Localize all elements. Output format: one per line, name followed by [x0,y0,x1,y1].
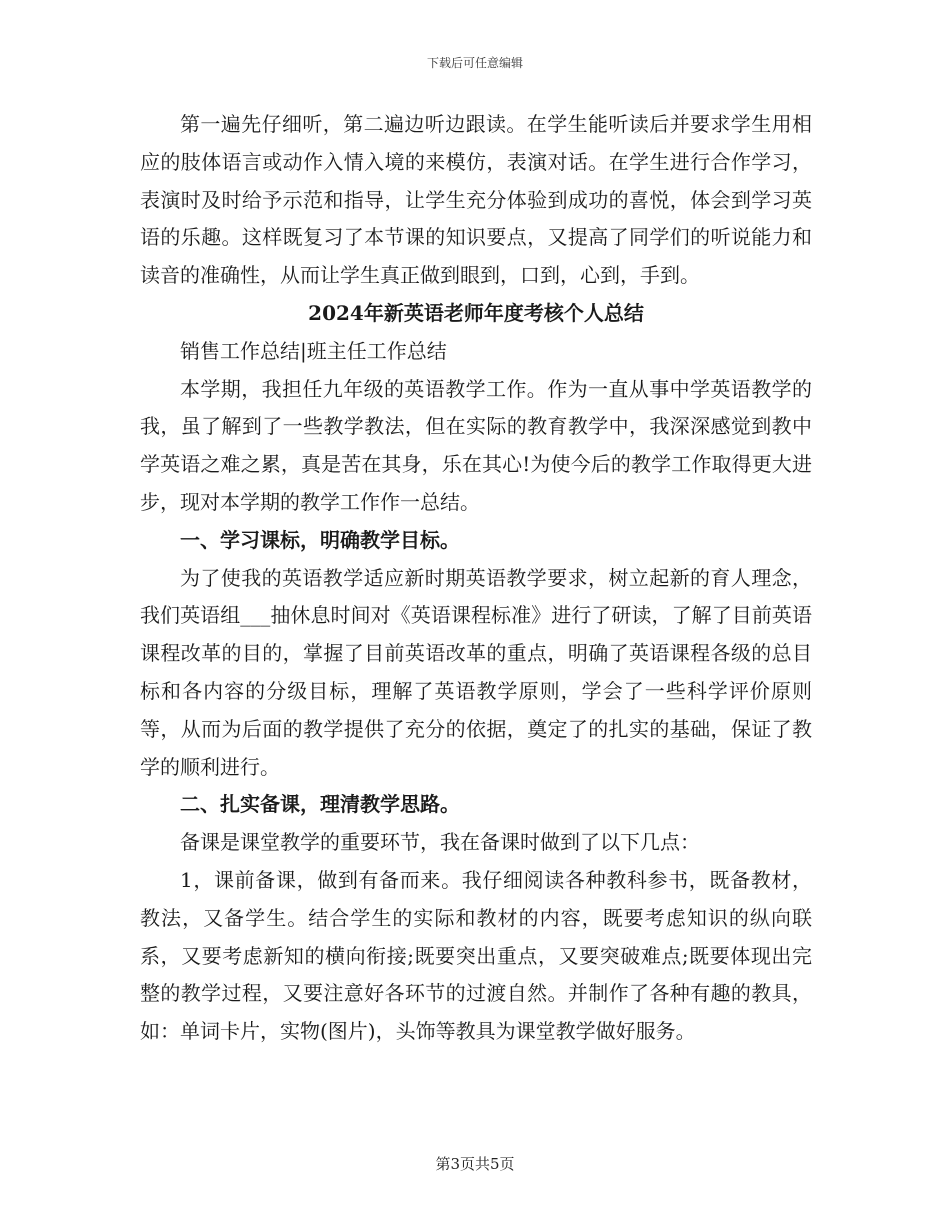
page-number: 第3页共5页 [435,1155,515,1173]
paragraph-listening-practice: 第一遍先仔细听，第二遍边听边跟读。在学生能听读后并要求学生用相应的肢体语言或动作入情入境的来模仿，表演对话。在学生进行合作学习，表演时及时给予示范和指导，让学生充分体验到成功的喜悦，体会到学习英语的乐趣。这样既复习了本节课的知识要点，又提高了同学们的听说能力和读音的准确性，从而让学生真正做到眼到，口到，心到，手到。 [140,112,812,288]
document-title: 2024年新英语老师年度考核个人总结 [308,300,644,325]
document-body [140,106,812,1051]
document-subtitle: 销售工作总结|班主任工作总结 [180,338,447,363]
paragraph-introduction: 本学期，我担任九年级的英语教学工作。作为一直从事中学英语教学的我，虽了解到了一些教学教法，但在实际的教育教学中，我深深感觉到教中学英语之难之累，真是苦在其身，乐在其心!为使今后的教学工作取得更大进步，现对本学期的教学工作作一总结。 [140,376,812,514]
paragraph-curriculum-study: 为了使我的英语教学适应新时期英语教学要求，树立起新的育人理念，我们英语组___抽休息时间对《英语课程标准》进行了研读，了解了目前英语课程改革的目的，掌握了目前英语改革的重点，明确了英语课程各级的总目标和各内容的分级目标，理解了英语教学原则，学会了一些科学评价原则等，从而为后面的教学提供了充分的依据，奠定了的扎实的基础，保证了教学的顺利进行。 [140,565,812,779]
section-heading-1: 一、学习课标，明确教学目标。 [180,527,460,552]
page-header: 下载后可任意编辑 [426,56,523,70]
section-heading-2: 二、扎实备课，理清教学思路。 [180,792,460,817]
paragraph-lesson-prep-intro: 备课是课堂教学的重要环节，我在备课时做到了以下几点： [180,830,700,855]
paragraph-lesson-prep-point-1: 1，课前备课，做到有备而来。我仔细阅读各种教科参书，既备教材，教法，又备学生。结合学生的实际和教材的内容，既要考虑知识的纵向联系，又要考虑新知的横向衔接;既要突出重点，又要突破难点;既要体现出完整的教学过程，又要注意好各环节的过渡自然。并制作了各种有趣的教具，如：单词卡片，实物(图片)，头饰等教具为课堂教学做好服务。 [140,867,812,1044]
